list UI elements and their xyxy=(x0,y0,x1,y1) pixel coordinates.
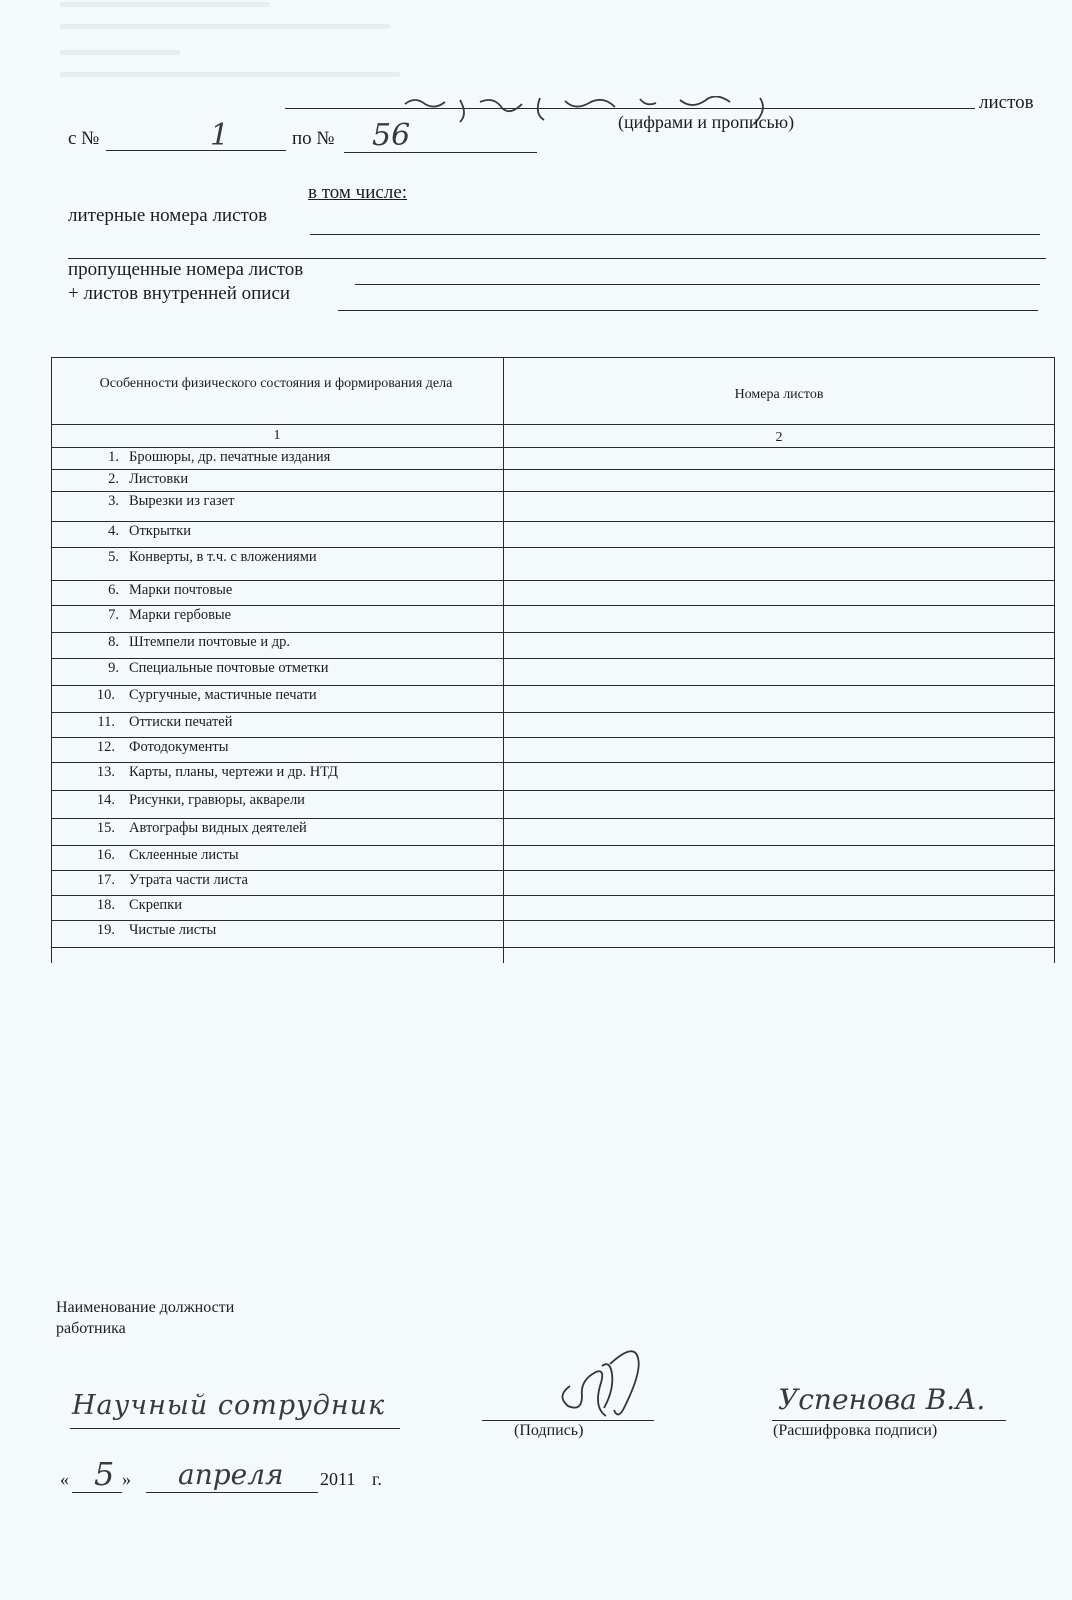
faint-header-residue xyxy=(60,24,390,29)
date-close-quote: » xyxy=(122,1469,131,1489)
table-row-number: 12. xyxy=(96,739,115,755)
signature-label: (Подпись) xyxy=(514,1422,584,1439)
table-row-label: Марки гербовые xyxy=(129,607,232,623)
header-divider xyxy=(51,424,1055,425)
row-divider xyxy=(51,658,1055,659)
table-row-label: Чистые листы xyxy=(129,922,217,938)
from-label: с № xyxy=(68,128,100,149)
table-row-number: 7. xyxy=(108,607,119,623)
row-divider xyxy=(51,580,1055,581)
table-row-number: 11. xyxy=(97,714,115,730)
table-row-label: Карты, планы, чертежи и др. НТД xyxy=(129,764,339,780)
row-divider xyxy=(51,712,1055,713)
table-row-number: 5. xyxy=(108,549,119,565)
table-row-number: 17. xyxy=(96,872,115,888)
row-divider xyxy=(51,818,1055,819)
table-row-label: Скрепки xyxy=(129,897,182,913)
table-row-label: Склеенные листы xyxy=(129,847,239,863)
col2-index: 2 xyxy=(775,430,783,445)
position-label-line1: Наименование должности xyxy=(56,1299,235,1316)
table-row-label: Брошюры, др. печатные издания xyxy=(129,449,331,465)
faint-header-residue xyxy=(60,2,270,7)
table-row-label: Оттиски печатей xyxy=(129,714,233,730)
index-divider xyxy=(51,447,1055,448)
col1-header: Особенности физического состояния и формирования дела xyxy=(99,376,453,391)
including-label: в том числе: xyxy=(308,182,408,203)
row-divider xyxy=(51,521,1055,522)
table-row-number: 4. xyxy=(108,523,119,539)
col1-index: 1 xyxy=(273,428,281,443)
row-divider xyxy=(51,895,1055,896)
to-value: 56 xyxy=(372,118,411,153)
faint-header-residue xyxy=(60,50,180,55)
to-label: по № xyxy=(292,128,335,149)
col2-header: Номера листов xyxy=(734,387,824,402)
date-month: апреля xyxy=(178,1458,284,1491)
table-row-label: Конверты, в т.ч. с вложениями xyxy=(129,549,317,565)
table-row-number: 10. xyxy=(96,687,115,703)
table-row-number: 13. xyxy=(96,764,115,780)
table-row-number: 8. xyxy=(108,634,119,650)
inner-inventory-line xyxy=(338,310,1038,311)
row-divider xyxy=(51,605,1055,606)
row-divider xyxy=(51,762,1055,763)
row-divider xyxy=(51,547,1055,548)
row-divider xyxy=(51,845,1055,846)
position-line xyxy=(70,1428,400,1429)
signature-line xyxy=(482,1420,654,1421)
missed-numbers-label: пропущенные номера листов xyxy=(68,259,304,280)
signature xyxy=(540,1346,660,1426)
table-row-number: 18. xyxy=(96,897,115,913)
physical-state-table xyxy=(51,357,1055,963)
row-divider xyxy=(51,491,1055,492)
table-row-number: 1. xyxy=(108,449,119,465)
table-row-label: Фотодокументы xyxy=(129,739,229,755)
row-divider xyxy=(51,870,1055,871)
table-row-number: 6. xyxy=(108,582,119,598)
table-row-number: 2. xyxy=(108,471,119,487)
letter-numbers-label: литерные номера листов xyxy=(68,205,268,226)
row-divider xyxy=(51,469,1055,470)
table-border-top xyxy=(51,357,1055,358)
date-open-quote: « xyxy=(60,1469,69,1489)
table-row-label: Марки почтовые xyxy=(129,582,233,598)
date-month-line xyxy=(146,1492,318,1493)
row-divider xyxy=(51,685,1055,686)
table-row-number: 15. xyxy=(96,820,115,836)
row-divider xyxy=(51,737,1055,738)
row-divider xyxy=(51,790,1055,791)
table-row-label: Вырезки из газет xyxy=(129,493,235,509)
table-row-label: Автографы видных деятелей xyxy=(129,820,307,836)
missed-numbers-line xyxy=(355,284,1040,285)
sheets-hint: (цифрами и прописью) xyxy=(618,112,795,132)
table-row-label: Утрата части листа xyxy=(129,872,248,888)
table-row-number: 19. xyxy=(96,922,115,938)
table-row-label: Листовки xyxy=(129,471,189,487)
faint-header-residue xyxy=(60,72,400,77)
inner-inventory-label: + листов внутренней описи xyxy=(68,283,291,304)
row-divider xyxy=(51,920,1055,921)
table-row-number: 3. xyxy=(108,493,119,509)
decoding-line xyxy=(772,1420,1006,1421)
table-row-number: 14. xyxy=(96,792,115,808)
table-row-number: 9. xyxy=(108,660,119,676)
sheets-suffix: листов xyxy=(979,92,1034,113)
decoding-label: (Расшифровка подписи) xyxy=(773,1422,938,1439)
row-divider xyxy=(51,632,1055,633)
table-row-number: 16. xyxy=(96,847,115,863)
from-line xyxy=(106,150,286,151)
date-day-line xyxy=(72,1492,122,1493)
date-year: 2011 xyxy=(320,1469,356,1489)
position-label-line2: работника xyxy=(56,1320,126,1337)
table-row-label: Открытки xyxy=(129,523,191,539)
position-value: Научный сотрудник xyxy=(72,1390,386,1421)
table-row-label: Специальные почтовые отметки xyxy=(129,660,329,676)
decoding-value: Успенова В.А. xyxy=(778,1383,986,1416)
row-divider xyxy=(51,947,1055,948)
letter-numbers-line xyxy=(310,234,1040,235)
table-row-label: Рисунки, гравюры, акварели xyxy=(129,792,305,808)
from-value: 1 xyxy=(210,118,230,153)
table-row-label: Сургучные, мастичные печати xyxy=(129,687,317,703)
table-row-label: Штемпели почтовые и др. xyxy=(129,634,291,650)
date-suffix: г. xyxy=(372,1469,382,1489)
date-day: 5 xyxy=(94,1455,115,1493)
